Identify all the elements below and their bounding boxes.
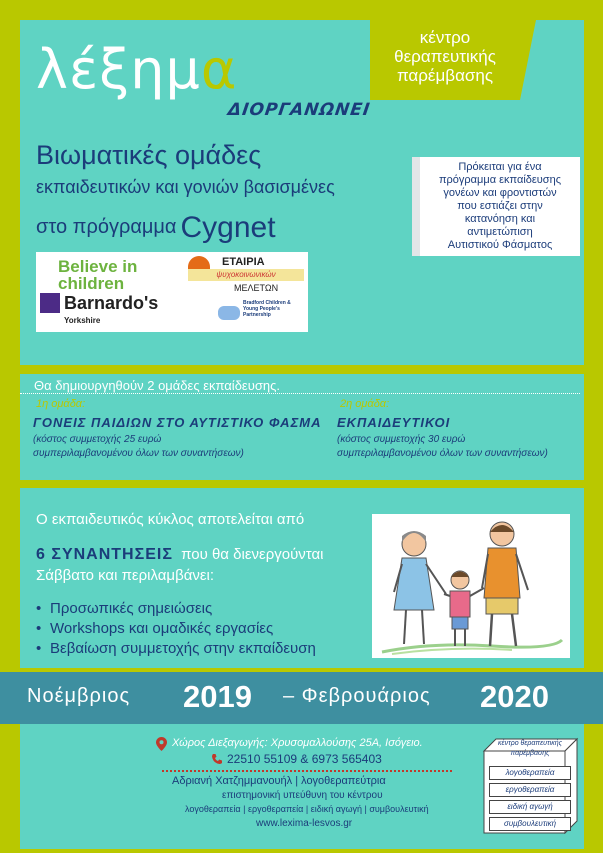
start-year: 2019 bbox=[183, 679, 252, 714]
program-description: Πρόκειται για ένα πρόγραμμα εκπαίδευσης γονέων και φροντιστών που εστιάζει στην κατανόηση και αντιμετώπιση Αυτιστικού Φάσματος bbox=[420, 157, 580, 256]
group-1-cost: (κόστος συμμετοχής 25 ευρώ συμπεριλαμβανομένου όλων των συναντήσεων) bbox=[33, 434, 244, 459]
responsible-person: Αδριανή Χατζημμανουήλ | λογοθεραπεύτρια bbox=[172, 775, 386, 787]
cube-label-2: εργοθεραπεία bbox=[489, 783, 571, 797]
barnardos-logo: Barnardo's bbox=[64, 293, 159, 313]
cycle-line-3: Σάββατο και περιλαμβάνει: bbox=[36, 567, 215, 584]
believe-in-children-logo: Believe in children bbox=[58, 257, 138, 293]
lexima-logo: λέξημα bbox=[36, 38, 238, 101]
phone-numbers[interactable]: 22510 55109 & 6973 565403 bbox=[227, 752, 382, 766]
program-name: Cygnet bbox=[180, 211, 276, 244]
group-2-cost: (κόστος συμμετοχής 30 ευρώ συμπεριλαμβανομένου όλων των συναντήσεων) bbox=[337, 434, 548, 459]
bradford-mark-icon bbox=[218, 306, 240, 320]
etairia-logo: ΕΤΑΙΡΙΑ bbox=[222, 256, 265, 268]
meetings-count: 6 ΣΥΝΑΝΤΗΣΕΙΣ bbox=[36, 546, 173, 563]
center-banner: κέντρο θεραπευτικής παρέμβασης bbox=[370, 20, 520, 100]
person-role: επιστημονική υπεύθυνη του κέντρου bbox=[222, 790, 383, 801]
group-2-title: ΕΚΠΑΙΔΕΥΤΙΚΟΙ bbox=[337, 415, 451, 430]
barnardos-mark-icon bbox=[40, 293, 60, 313]
family-illustration bbox=[372, 514, 570, 658]
bradford-logo: Bradford Children & Young People's Partnership bbox=[243, 300, 291, 318]
etairia-subtitle: ψυχοκοινωνικών bbox=[188, 269, 304, 281]
cube-top-label: κέντρο θεραπευτικής παρέμβασης bbox=[498, 740, 562, 757]
cycle-line-2: 6 ΣΥΝΑΝΤΗΣΕΙΣ που θα διενεργούνται bbox=[36, 546, 324, 563]
groups-divider bbox=[20, 393, 580, 394]
venue-address: Χώρος Διεξαγωγής: Χρυσομαλλούσης 25Α, Ισόγειο. bbox=[172, 737, 423, 749]
partner-logos bbox=[36, 252, 308, 332]
list-item: • Βεβαίωση συμμετοχής στην εκπαίδευση bbox=[36, 640, 316, 657]
yorkshire-label: Yorkshire bbox=[64, 316, 101, 325]
group-1-title: ΓΟΝΕΙΣ ΠΑΙΔΙΩΝ ΣΤΟ ΑΥΤΙΣΤΙΚΟ ΦΑΣΜΑ bbox=[33, 415, 322, 430]
phone-icon bbox=[211, 753, 223, 765]
cube-label-1: λογοθεραπεία bbox=[489, 766, 571, 780]
list-item: • Προσωπικές σημειώσεις bbox=[36, 600, 213, 617]
cycle-line-1: Ο εκπαιδευτικός κύκλος αποτελείται από bbox=[36, 511, 305, 528]
cube-label-3: ειδική αγωγή bbox=[489, 800, 571, 814]
title-line-1: Βιωματικές ομάδες bbox=[36, 140, 262, 170]
website-link[interactable]: www.lexima-lesvos.gr bbox=[256, 818, 353, 829]
list-item: • Workshops και ομαδικές εργασίες bbox=[36, 620, 274, 637]
meleton-label: ΜΕΛΕΤΩΝ bbox=[234, 283, 279, 293]
group-1-label: 1η ομάδα: bbox=[36, 398, 86, 410]
services-list: λογοθεραπεία | εργοθεραπεία | ειδική αγωγή | συμβουλευτική bbox=[185, 804, 429, 814]
groups-intro: Θα δημιουργηθούν 2 ομάδες εκπαίδευσης. bbox=[34, 378, 280, 393]
title-line-2: εκπαιδευτικών και γονιών βασισμένες bbox=[36, 177, 335, 197]
organizes-label: ΔΙΟΡΓΑΝΩΝΕΙ bbox=[226, 100, 372, 120]
start-month: Νοέμβριος bbox=[27, 685, 131, 707]
cycle-bullets bbox=[36, 599, 316, 659]
end-month: – Φεβρουάριος bbox=[283, 685, 431, 707]
group-2-label: 2η ομάδα: bbox=[340, 398, 390, 410]
end-year: 2020 bbox=[480, 679, 549, 714]
location-pin-icon bbox=[156, 737, 167, 751]
cube-label-4: συμβουλευτική bbox=[489, 817, 571, 831]
title-line-3: στο πρόγραμμα Cygnet bbox=[36, 211, 276, 244]
dotted-divider bbox=[162, 770, 452, 772]
